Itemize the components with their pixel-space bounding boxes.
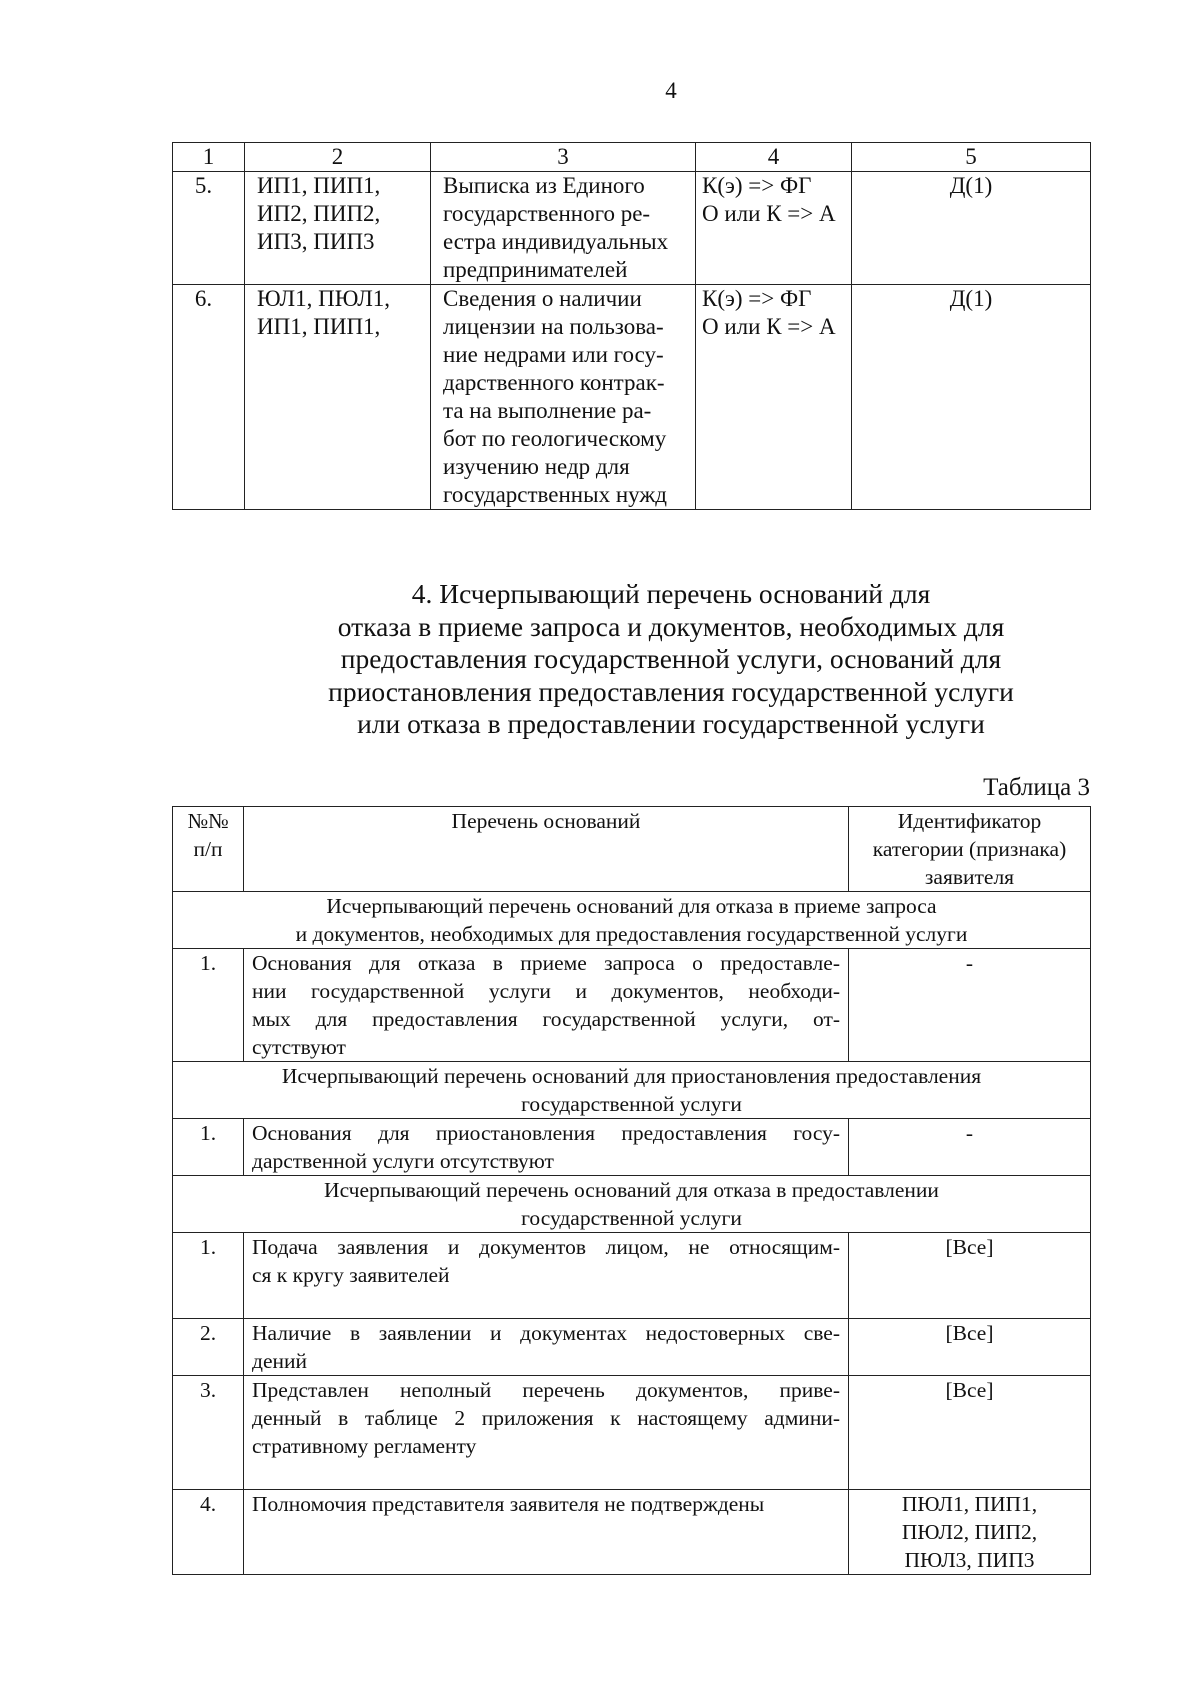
group-title-row: [173, 892, 1091, 949]
ground-text: Представлен неполный перечень документов, приве- денный в таблице 2 приложения к настоящему админи- стративному регламенту: [244, 1376, 849, 1490]
row-number: 1.: [173, 1233, 244, 1319]
submission-method: К(э) => ФГ О или К => А: [696, 172, 852, 285]
column-number-cell: 2: [245, 143, 431, 172]
applicant-categories: ИП1, ПИП1, ИП2, ПИП2, ИП3, ПИП3: [245, 172, 431, 285]
table-row: [173, 1490, 1091, 1575]
column-number-cell: 4: [696, 143, 852, 172]
row-number: 1.: [173, 1119, 244, 1176]
ground-text: Полномочия представителя заявителя не подтверждены: [244, 1490, 849, 1575]
table-row: [173, 1233, 1091, 1319]
row-number: 5.: [173, 172, 245, 285]
group-title: Исчерпывающий перечень оснований для отказа в приеме запроса и документов, необходимых для предоставления государственной услуги: [173, 892, 1091, 949]
result-code: Д(1): [852, 172, 1091, 285]
ground-text: Основания для приостановления предоставления госу- дарственной услуги отсутствуют: [244, 1119, 849, 1176]
table-row: [173, 1319, 1091, 1376]
page-number: 4: [665, 78, 677, 103]
ground-text: Подача заявления и документов лицом, не относящим- ся к кругу заявителей: [244, 1233, 849, 1319]
document-name: Выписка из Единого государственного ре- естра индивидуальных предпринимателей: [431, 172, 696, 285]
category-identifier: ПЮЛ1, ПИП1, ПЮЛ2, ПИП2, ПЮЛ3, ПИП3: [849, 1490, 1091, 1575]
group-title-row: [173, 1062, 1091, 1119]
table-row: [173, 172, 1091, 285]
table-row: [173, 285, 1091, 510]
table-row: [173, 949, 1091, 1062]
category-identifier: -: [849, 949, 1091, 1062]
section-heading: 4. Исчерпывающий перечень оснований для отказа в приеме запроса и документов, необходимых для предоставления государственной услуги, оснований для приостановления предоставления государственной услуги или отказа в предоставлении государственной услуги: [328, 578, 1014, 739]
documents-table-continuation: [172, 142, 1091, 510]
submission-method: К(э) => ФГ О или К => А: [696, 285, 852, 510]
column-number-row: [173, 143, 1091, 172]
row-number: 4.: [173, 1490, 244, 1575]
header-identifier: Идентификатор категории (признака) заявителя: [849, 807, 1091, 892]
group-title: Исчерпывающий перечень оснований для приостановления предоставления государственной услуги: [173, 1062, 1091, 1119]
result-code: Д(1): [852, 285, 1091, 510]
header-number: №№ п/п: [173, 807, 244, 892]
category-identifier: -: [849, 1119, 1091, 1176]
category-identifier: [Все]: [849, 1319, 1091, 1376]
row-number: 6.: [173, 285, 245, 510]
table-header-row: [173, 807, 1091, 892]
group-title-row: [173, 1176, 1091, 1233]
row-number: 3.: [173, 1376, 244, 1490]
document-name: Сведения о наличии лицензии на пользова- ние недрами или госу- дарственного контрак- та на выполнение ра- бот по геологическому изучению недр для государственных нужд: [431, 285, 696, 510]
column-number-cell: 5: [852, 143, 1091, 172]
row-number: 1.: [173, 949, 244, 1062]
column-number-cell: 3: [431, 143, 696, 172]
table-row: [173, 1119, 1091, 1176]
group-title: Исчерпывающий перечень оснований для отказа в предоставлении государственной услуги: [173, 1176, 1091, 1233]
table-caption: Таблица 3: [983, 774, 1090, 801]
refusal-grounds-table: [172, 806, 1091, 1575]
column-number-cell: 1: [173, 143, 245, 172]
table-row: [173, 1376, 1091, 1490]
applicant-categories: ЮЛ1, ПЮЛ1, ИП1, ПИП1,: [245, 285, 431, 510]
header-reasons: Перечень оснований: [244, 807, 849, 892]
ground-text: Основания для отказа в приеме запроса о предоставле- нии государственной услуги и документов, необходи- мых для предоставления государственной услуги, от- сутствуют: [244, 949, 849, 1062]
row-number: 2.: [173, 1319, 244, 1376]
category-identifier: [Все]: [849, 1233, 1091, 1319]
ground-text: Наличие в заявлении и документах недостоверных све- дений: [244, 1319, 849, 1376]
category-identifier: [Все]: [849, 1376, 1091, 1490]
